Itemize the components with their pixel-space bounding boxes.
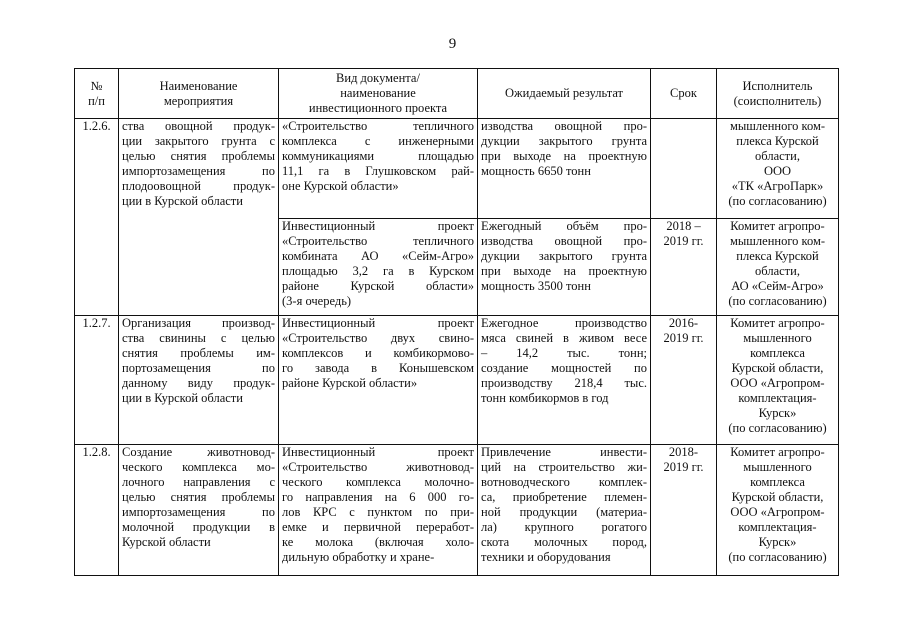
- cell-line: техники и оборудования: [481, 550, 611, 564]
- header-line: п/п: [88, 93, 105, 108]
- cell-line: (по согласованию): [728, 294, 827, 308]
- document-cell: [279, 219, 478, 316]
- row-number: 1.2.7.: [75, 316, 119, 445]
- header-line: Наименование: [159, 78, 238, 93]
- cell-line: скота молочных пород,: [481, 535, 647, 549]
- cell-line: 2018-: [668, 445, 699, 459]
- cell-line: «Строительство тепличного: [282, 119, 474, 133]
- cell-line: области,: [755, 264, 800, 278]
- cell-line: Организация производ-: [122, 316, 275, 330]
- cell-line: (3-я очередь): [282, 294, 352, 308]
- cell-line: ла) крупного рогатого: [481, 520, 647, 534]
- cell-line: Курской области: [122, 535, 211, 549]
- cell-line: Комитет агропро-: [730, 219, 825, 233]
- header-line: наименование: [340, 86, 416, 100]
- cell-line: го завода в Конышевском: [282, 361, 474, 375]
- cell-line: Инвестиционный проект: [282, 316, 474, 330]
- cell-line: коммуникациями площадью: [282, 149, 474, 163]
- term-cell: [651, 219, 717, 316]
- cell-line: Курской области,: [731, 361, 824, 375]
- table-row: [75, 445, 839, 576]
- measures-table: [74, 68, 839, 576]
- cell-line: «ТК «АгроПарк»: [731, 179, 824, 193]
- cell-line: вотноводческого комплек-: [481, 475, 647, 489]
- cell-line: изводства овощной про-: [481, 119, 647, 133]
- header-executor: [717, 69, 839, 119]
- cell-line: лочного направления с: [122, 475, 275, 489]
- cell-line: площадью 3,2 га в Курском: [282, 264, 474, 278]
- cell-line: лов КРС с пунктом по при-: [282, 505, 474, 519]
- document-cell: [279, 119, 478, 219]
- cell-line: портозамещения по: [122, 361, 275, 375]
- cell-line: Ежегодный объём про-: [481, 219, 647, 233]
- cell-line: ции закрытого грунта с: [122, 134, 275, 148]
- executor-cell: [717, 219, 839, 316]
- cell-line: АО «Сейм-Агро»: [731, 279, 824, 293]
- cell-line: ООО «Агропром-: [730, 376, 825, 390]
- cell-line: ций на строительство жи-: [481, 460, 647, 474]
- header-event-name: [119, 69, 279, 119]
- cell-line: ООО «Агропром-: [730, 505, 825, 519]
- cell-line: 2016-: [668, 316, 699, 330]
- term-cell: [651, 119, 717, 219]
- cell-line: емке и первичной переработ-: [282, 520, 474, 534]
- term-cell: [651, 445, 717, 576]
- cell-line: при выходе на проектную: [481, 264, 647, 278]
- cell-line: районе Курской области»: [282, 376, 418, 390]
- cell-line: Инвестиционный проект: [282, 219, 474, 233]
- cell-line: мощность 6650 тонн: [481, 164, 591, 178]
- executor-cell: [717, 119, 839, 219]
- cell-line: го направления на 6 000 го-: [282, 490, 474, 504]
- cell-line: комплектация-: [738, 391, 817, 405]
- cell-line: мышленного: [743, 460, 812, 474]
- cell-line: 2019 гг.: [663, 331, 704, 345]
- cell-line: районе Курской области»: [282, 279, 474, 293]
- header-line: мероприятия: [163, 93, 234, 108]
- table-header-row: [75, 69, 839, 119]
- event-cell: [119, 119, 279, 316]
- cell-line: 11,1 га в Глушковском рай-: [282, 164, 474, 178]
- result-cell: [478, 316, 651, 445]
- header-expected-result: [478, 69, 651, 119]
- header-document: [279, 69, 478, 119]
- header-line: Исполнитель: [742, 78, 813, 93]
- event-cell: [119, 445, 279, 576]
- result-cell: [478, 219, 651, 316]
- cell-line: Ежегодное производство: [481, 316, 647, 330]
- cell-line: изводства овощной про-: [481, 234, 647, 248]
- header-term: [651, 69, 717, 119]
- cell-line: Комитет агропро-: [730, 316, 825, 330]
- cell-line: 2019 гг.: [663, 234, 704, 248]
- cell-line: снятия проблемы им-: [122, 346, 275, 360]
- cell-line: данному виду продук-: [122, 376, 275, 390]
- result-cell: [478, 445, 651, 576]
- cell-line: Инвестиционный проект: [282, 445, 474, 459]
- cell-line: мяса свиней в живом весе: [481, 331, 647, 345]
- cell-line: ООО: [763, 164, 792, 178]
- page-number: 9: [448, 36, 457, 52]
- document-cell: [279, 445, 478, 576]
- cell-line: 2019 гг.: [663, 460, 704, 474]
- cell-line: при выходе на проектную: [481, 149, 647, 163]
- cell-line: ческого комплекса молочно-: [282, 475, 474, 489]
- cell-line: мышленного: [743, 331, 812, 345]
- cell-line: производству 218,4 тыс.: [481, 376, 647, 390]
- cell-line: ческого комплекса мо-: [122, 460, 275, 474]
- cell-line: 2018 –: [666, 219, 701, 233]
- header-line: №: [90, 78, 103, 93]
- header-line: Вид документа/: [336, 71, 420, 85]
- cell-line: Курск»: [758, 535, 797, 549]
- cell-line: ции в Курской области: [122, 391, 243, 405]
- cell-line: мышленного ком-: [729, 119, 826, 133]
- header-line: инвестиционного проекта: [308, 101, 448, 115]
- cell-line: комплекса: [750, 475, 805, 489]
- cell-line: комплектация-: [738, 520, 817, 534]
- row-number: 1.2.6.: [75, 119, 119, 316]
- header-line: Ожидаемый результат: [504, 86, 624, 100]
- cell-line: (по согласованию): [728, 194, 827, 208]
- executor-cell: [717, 445, 839, 576]
- cell-line: Комитет агропро-: [730, 445, 825, 459]
- cell-line: плекса Курской: [736, 134, 819, 148]
- cell-line: области,: [755, 149, 800, 163]
- table-row: [75, 316, 839, 445]
- cell-line: Привлечение инвести-: [481, 445, 647, 459]
- cell-line: «Строительство животновод-: [282, 460, 474, 474]
- cell-line: ке молока (включая холо-: [282, 535, 474, 549]
- cell-line: комплексов и комбикормово-: [282, 346, 474, 360]
- header-number: [75, 69, 119, 119]
- table-row: [75, 119, 839, 219]
- cell-line: ции в Курской области: [122, 194, 243, 208]
- cell-line: комплекса с инженерными: [282, 134, 474, 148]
- header-line: Срок: [670, 86, 697, 100]
- cell-line: ства свинины с целью: [122, 331, 275, 345]
- document-cell: [279, 316, 478, 445]
- cell-line: целью снятия проблемы: [122, 490, 275, 504]
- event-cell: [119, 316, 279, 445]
- cell-line: плекса Курской: [736, 249, 819, 263]
- cell-line: Курской области,: [731, 490, 824, 504]
- cell-line: комбината АО «Сейм-Агро»: [282, 249, 474, 263]
- cell-line: «Строительство тепличного: [282, 234, 474, 248]
- cell-line: ства овощной продук-: [122, 119, 275, 133]
- cell-line: оне Курской области»: [282, 179, 399, 193]
- cell-line: мощность 3500 тонн: [481, 279, 591, 293]
- cell-line: импортозамещения по: [122, 505, 275, 519]
- cell-line: са, приобретение племен-: [481, 490, 647, 504]
- row-number: 1.2.8.: [75, 445, 119, 576]
- cell-line: целью снятия проблемы: [122, 149, 275, 163]
- cell-line: (по согласованию): [728, 550, 827, 564]
- cell-line: дукции закрытого грунта: [481, 249, 647, 263]
- cell-line: тонн комбикормов в год: [481, 391, 609, 405]
- term-cell: [651, 316, 717, 445]
- cell-line: импортозамещения по: [122, 164, 275, 178]
- executor-cell: [717, 316, 839, 445]
- cell-line: Создание животновод-: [122, 445, 275, 459]
- cell-line: «Строительство двух свино-: [282, 331, 474, 345]
- result-cell: [478, 119, 651, 219]
- cell-line: создание мощностей по: [481, 361, 647, 375]
- header-line: (соисполнитель): [733, 93, 822, 108]
- cell-line: Курск»: [758, 406, 797, 420]
- cell-line: мышленного ком-: [729, 234, 826, 248]
- cell-line: комплекса: [750, 346, 805, 360]
- cell-line: – 14,2 тыс. тонн;: [481, 346, 647, 360]
- cell-line: плодоовощной продук-: [122, 179, 275, 193]
- cell-line: ной продукции (материа-: [481, 505, 647, 519]
- cell-line: (по согласованию): [728, 421, 827, 435]
- cell-line: дильную обработку и хране-: [282, 550, 435, 564]
- cell-line: молочной продукции в: [122, 520, 275, 534]
- cell-line: дукции закрытого грунта: [481, 134, 647, 148]
